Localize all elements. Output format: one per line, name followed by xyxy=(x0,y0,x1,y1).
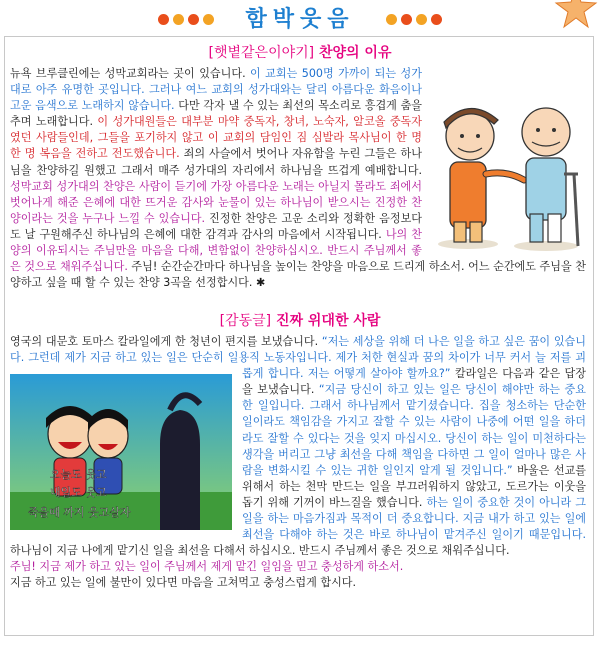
text-run: 죄의 사슬에서 벗어나 자유함을 누린 그들은 하나님을 찬양하길 원했고 그래서 매주 성가대의 자리에서 하나님을 뜨겁게 예배합니다. xyxy=(10,147,422,177)
illustration-children-laughing xyxy=(10,374,232,530)
section2-tag: [감동글] xyxy=(219,313,272,329)
section1-tag: [햇볕같은이야기] xyxy=(208,45,315,61)
text-run: 영국의 대문호 토마스 칼라일에게 한 청년이 편지를 보냈습니다. xyxy=(10,335,322,348)
text-run: 칼라일은 다음과 같은 답장을 보냈습니다. xyxy=(242,367,586,397)
text-run: 진정한 찬양은 고운 소리와 정확한 음정보다도 날 구원해주신 하나님의 은혜에 대한 감격과 감사의 마음에서 시작됩니다. xyxy=(10,211,423,241)
section2-heading xyxy=(0,310,600,330)
section1-article xyxy=(10,66,586,291)
illustration-friends-walking xyxy=(428,62,590,254)
text-run: “지금 당신이 하고 있는 일은 당신이 해야만 하는 중요한 일입니다. 그래서 하나님께서 맡기셨습니다. 집을 청소하는 단순한 일이라도 책임감을 가지고 잘할 수 있는 사람이 나중에 어떤 일을 하더라도 잘할 수 있다는 것을 잊지 마십시오. 당신이 하는 일이 미천하다는 생각을 버리고 그냥 최선을 다해 책임을 다하면 그 일이 얼마나 많은 사람을 변화시킬 수 있는 귀한 일인지 알게 될 것입니다.” xyxy=(242,383,586,477)
text-run: 주님! 순간순간마다 하나님을 높이는 찬양을 마음으로 드리게 하소서. 어느 순간에도 주님을 찬양하고 싶을 때 할 수 있는 찬양 3곡을 선정합시다. ✱ xyxy=(10,260,586,290)
text-run: 지금 하고 있는 일에 불만이 있다면 마음을 고쳐먹고 충성스럽게 합시다. xyxy=(10,576,357,590)
text-run: 뉴욕 브루클린에는 성막교회라는 곳이 있습니다. xyxy=(10,67,251,80)
illustration-caption-line-3: 죽을때 까지 웃고살자 xyxy=(28,506,131,520)
text-run: 이 성가대원들은 대부분 마약 중독자, 창녀, 노숙자, 알코올 중독자였던 사람들인데, 그들을 포기하지 않고 이 교회의 담임인 짐 심발라 목사님이 한 명 한 명 복음을 전하고 전도했습니다. xyxy=(10,115,422,161)
text-run: “저는 세상을 위해 더 나은 일을 하고 싶은 꿈이 있습니다. 그런데 제가 지금 하고 있는 일은 단순히 일용직 노동자입니다. 제가 처한 현실과 꿈의 차이가 너무 커서 늘 저를 괴롭게 합니다. 저는 어떻게 살아야 할까요?” xyxy=(10,335,586,381)
star-icon xyxy=(552,0,598,30)
section2-article xyxy=(10,334,586,592)
text-run: 나의 찬양의 이유되시는 주님만을 마음을 다해, 변함없이 찬양하십시오. 반드시 주님께서 좋은 것으로 채워주십니다. xyxy=(10,227,422,274)
text-run: 하는 일이 중요한 것이 아니라 그 일을 하는 마음가짐과 목적이 더 중요합니다. 지금 내가 하고 있는 일에 최선을 다해야 하는 것은 바로 하나님이 맡겨주신 일이기 때문입니다. xyxy=(242,495,586,542)
text-run: 바울은 선교를 위해서 하는 천막 만드는 일을 부끄러워하지 않았고, 도르가는 이웃을 돕기 위해 기꺼이 바느질을 했습니다. xyxy=(242,463,586,509)
text-run: 성막교회 성가대의 찬양은 사람이 듣기에 가장 아름다운 노래는 아닐지 몰라도 죄에서 벗어나게 해준 은혜에 대한 뜨거운 감사와 눈물이 있는 하나님이 받으시는 진정한 찬양이라는 것을 누구나 느낄 수 있습니다. xyxy=(10,179,422,225)
text-run: 하나님이 지금 나에게 맡기신 일을 최선을 다해서 하십시오. 반드시 주님께서 좋은 것으로 채워주십니다. xyxy=(10,544,510,558)
page-title: 함박웃음 xyxy=(245,7,355,32)
page-header xyxy=(0,0,600,34)
section2-title: 진짜 위대한 사람 xyxy=(275,313,381,329)
text-run: 주님! 지금 제가 하고 있는 일이 주님께서 제게 맡긴 일임을 믿고 충성하게 하소서. xyxy=(10,560,404,574)
text-run: 다만 각자 낼 수 있는 최선의 목소리로 흥겹게 춤을 추며 노래합니다. xyxy=(10,99,423,129)
section1-heading xyxy=(0,42,600,62)
illustration-caption-line-1: 오늘도 웃고 xyxy=(50,468,107,482)
illustration-caption-line-2: 내일도 웃고 xyxy=(50,486,107,500)
section1-title: 찬양의 이유 xyxy=(318,45,392,61)
text-run: 이 교회는 500명 가까이 되는 성가대로 아주 유명한 곳입니다. 그러나 여느 교회의 성가대와는 달리 아름다운 화음이나 고운 음색으로 노래하지 않습니다. xyxy=(10,67,422,113)
